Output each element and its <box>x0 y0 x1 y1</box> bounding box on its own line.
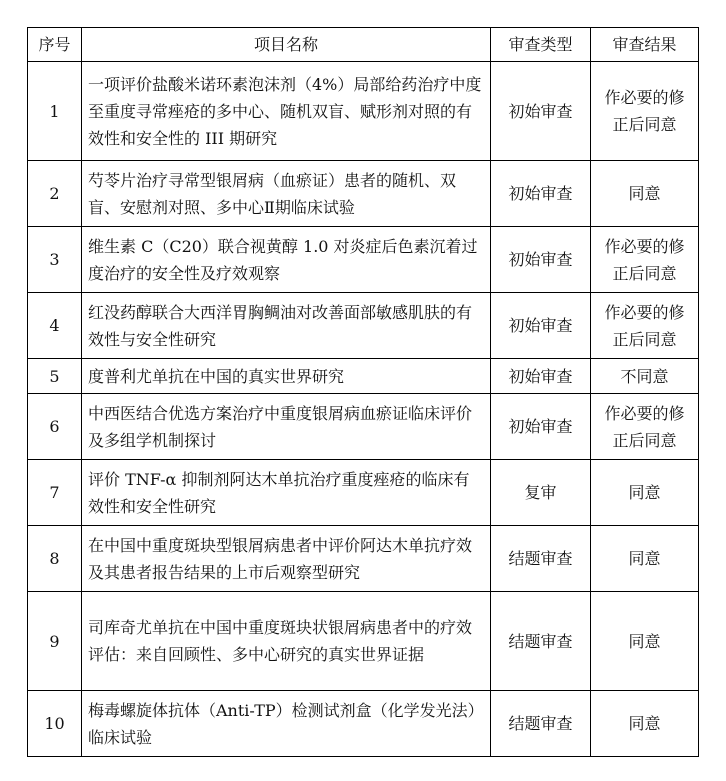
review-type: 结题审查 <box>491 691 591 757</box>
review-result: 同意 <box>591 592 699 691</box>
table-row <box>28 227 699 293</box>
table-row <box>28 359 699 394</box>
table-row <box>28 62 699 161</box>
review-type: 初始审查 <box>491 293 591 359</box>
project-name: 评价 TNF-α 抑制剂阿达木单抗治疗重度痤疮的临床有效性和安全性研究 <box>82 460 491 526</box>
row-number: 4 <box>28 293 82 359</box>
table-row <box>28 526 699 592</box>
review-result: 同意 <box>591 460 699 526</box>
review-result: 作必要的修正后同意 <box>591 394 699 460</box>
row-number: 1 <box>28 62 82 161</box>
review-type: 初始审查 <box>491 394 591 460</box>
table-row <box>28 592 699 691</box>
table-row <box>28 293 699 359</box>
review-result: 同意 <box>591 526 699 592</box>
project-name: 度普利尤单抗在中国的真实世界研究 <box>82 359 491 394</box>
project-name: 维生素 C（C20）联合视黄醇 1.0 对炎症后色素沉着过度治疗的安全性及疗效观察 <box>82 227 491 293</box>
row-number: 5 <box>28 359 82 394</box>
review-result: 同意 <box>591 691 699 757</box>
review-type: 结题审查 <box>491 526 591 592</box>
project-name: 在中国中重度斑块型银屑病患者中评价阿达木单抗疗效及其患者报告结果的上市后观察型研究 <box>82 526 491 592</box>
table-row <box>28 394 699 460</box>
project-name: 中西医结合优选方案治疗中重度银屑病血瘀证临床评价及多组学机制探讨 <box>82 394 491 460</box>
table-row <box>28 460 699 526</box>
header-review-type: 审查类型 <box>491 28 591 62</box>
review-type: 初始审查 <box>491 161 591 227</box>
row-number: 6 <box>28 394 82 460</box>
review-result: 同意 <box>591 161 699 227</box>
table-row <box>28 691 699 757</box>
row-number: 2 <box>28 161 82 227</box>
review-result: 作必要的修正后同意 <box>591 227 699 293</box>
project-name: 红没药醇联合大西洋胃胸鲷油对改善面部敏感肌肤的有效性与安全性研究 <box>82 293 491 359</box>
review-result: 不同意 <box>591 359 699 394</box>
review-type: 结题审查 <box>491 592 591 691</box>
review-type: 初始审查 <box>491 227 591 293</box>
header-no: 序号 <box>28 28 82 62</box>
row-number: 7 <box>28 460 82 526</box>
review-type: 初始审查 <box>491 62 591 161</box>
row-number: 10 <box>28 691 82 757</box>
ethics-review-table <box>27 27 699 757</box>
table-header-row <box>28 28 699 62</box>
header-review-result: 审查结果 <box>591 28 699 62</box>
project-name: 一项评价盐酸米诺环素泡沫剂（4%）局部给药治疗中度至重度寻常痤疮的多中心、随机双盲、赋形剂对照的有效性和安全性的 III 期研究 <box>82 62 491 161</box>
review-result: 作必要的修正后同意 <box>591 293 699 359</box>
project-name: 芍苓片治疗寻常型银屑病（血瘀证）患者的随机、双盲、安慰剂对照、多中心Ⅱ期临床试验 <box>82 161 491 227</box>
project-name: 梅毒螺旋体抗体（Anti-TP）检测试剂盒（化学发光法）临床试验 <box>82 691 491 757</box>
project-name: 司库奇尤单抗在中国中重度斑块状银屑病患者中的疗效评估：来自回顾性、多中心研究的真实世界证据 <box>82 592 491 691</box>
table-row <box>28 161 699 227</box>
review-type: 初始审查 <box>491 359 591 394</box>
review-result: 作必要的修正后同意 <box>591 62 699 161</box>
row-number: 9 <box>28 592 82 691</box>
review-type: 复审 <box>491 460 591 526</box>
header-project-name: 项目名称 <box>82 28 491 62</box>
row-number: 3 <box>28 227 82 293</box>
row-number: 8 <box>28 526 82 592</box>
